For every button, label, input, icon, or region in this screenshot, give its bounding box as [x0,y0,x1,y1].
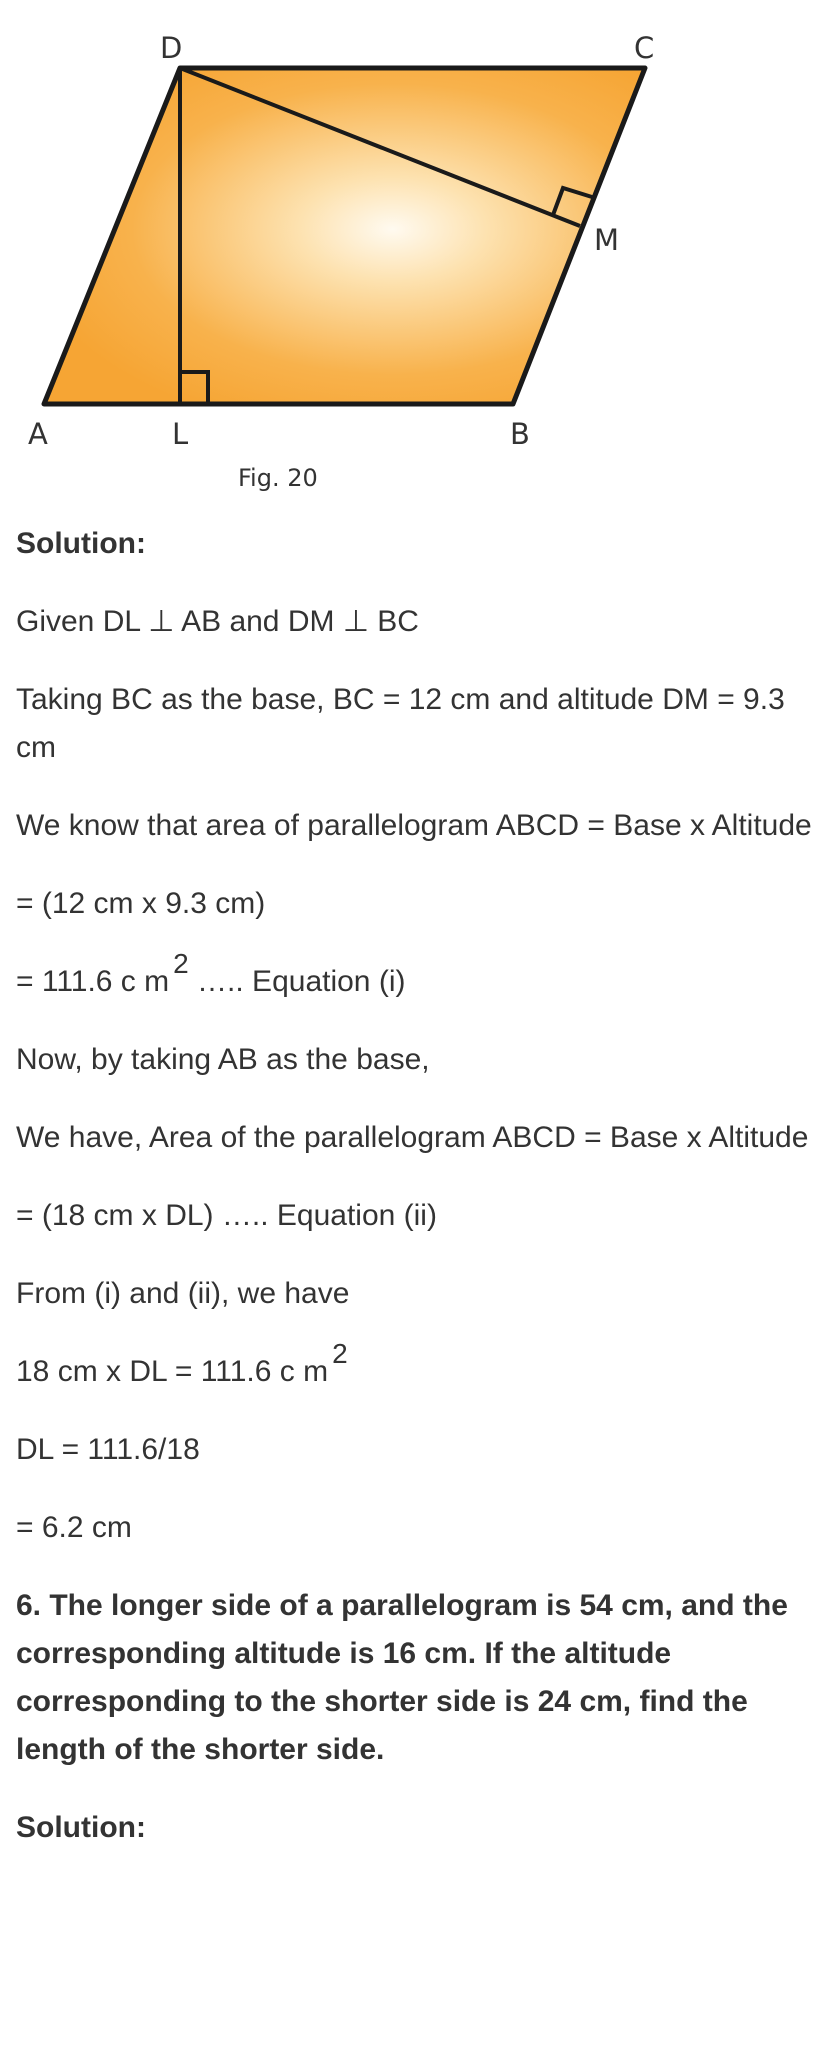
label-l: L [172,417,189,451]
equation-i-value: = 111.6 c m [16,965,170,998]
label-c: C [634,31,655,65]
equation-ii-line: = (18 cm x DL) ….. Equation (ii) [16,1199,437,1232]
superscript: 2 [332,1338,348,1369]
superscript: 2 [173,948,189,979]
base-line: Taking BC as the base, BC = 12 cm and altitude DM = 9.3 cm [16,683,785,764]
label-d: D [160,31,183,65]
figure-caption: Fig. 20 [238,464,318,492]
result-line: = 6.2 cm [16,1511,132,1544]
label-a: A [28,417,48,451]
ab-base-line: Now, by taking AB as the base, [16,1043,430,1076]
equation-i-label: ….. Equation (i) [188,965,406,998]
solution-heading: Solution: [16,527,146,560]
label-b: B [510,417,530,451]
question-6: 6. The longer side of a parallelogram is 54 cm, and the corresponding altitude is 16 cm. If the altitude corresponding to the shorter side is 24 cm, find the length of the shorter side. [16,1589,788,1766]
solution-content [16,520,826,1882]
dl-line: DL = 111.6/18 [16,1433,200,1466]
given-line: Given DL ⊥ AB and DM ⊥ BC [16,605,419,638]
solution-heading: Solution: [16,1811,146,1844]
equate-value: 18 cm x DL = 111.6 c m [16,1355,329,1388]
calc-line: = (12 cm x 9.3 cm) [16,887,266,920]
equate-line [16,1338,826,1396]
equation-i-line [16,948,826,1006]
parallelogram-shape [44,68,645,404]
label-m: M [594,223,620,257]
area-line: We have, Area of the parallelogram ABCD = Base x Altitude [16,1121,809,1154]
from-line: From (i) and (ii), we have [16,1277,350,1310]
parallelogram-figure [0,0,836,510]
formula-line: We know that area of parallelogram ABCD = Base x Altitude [16,809,812,842]
